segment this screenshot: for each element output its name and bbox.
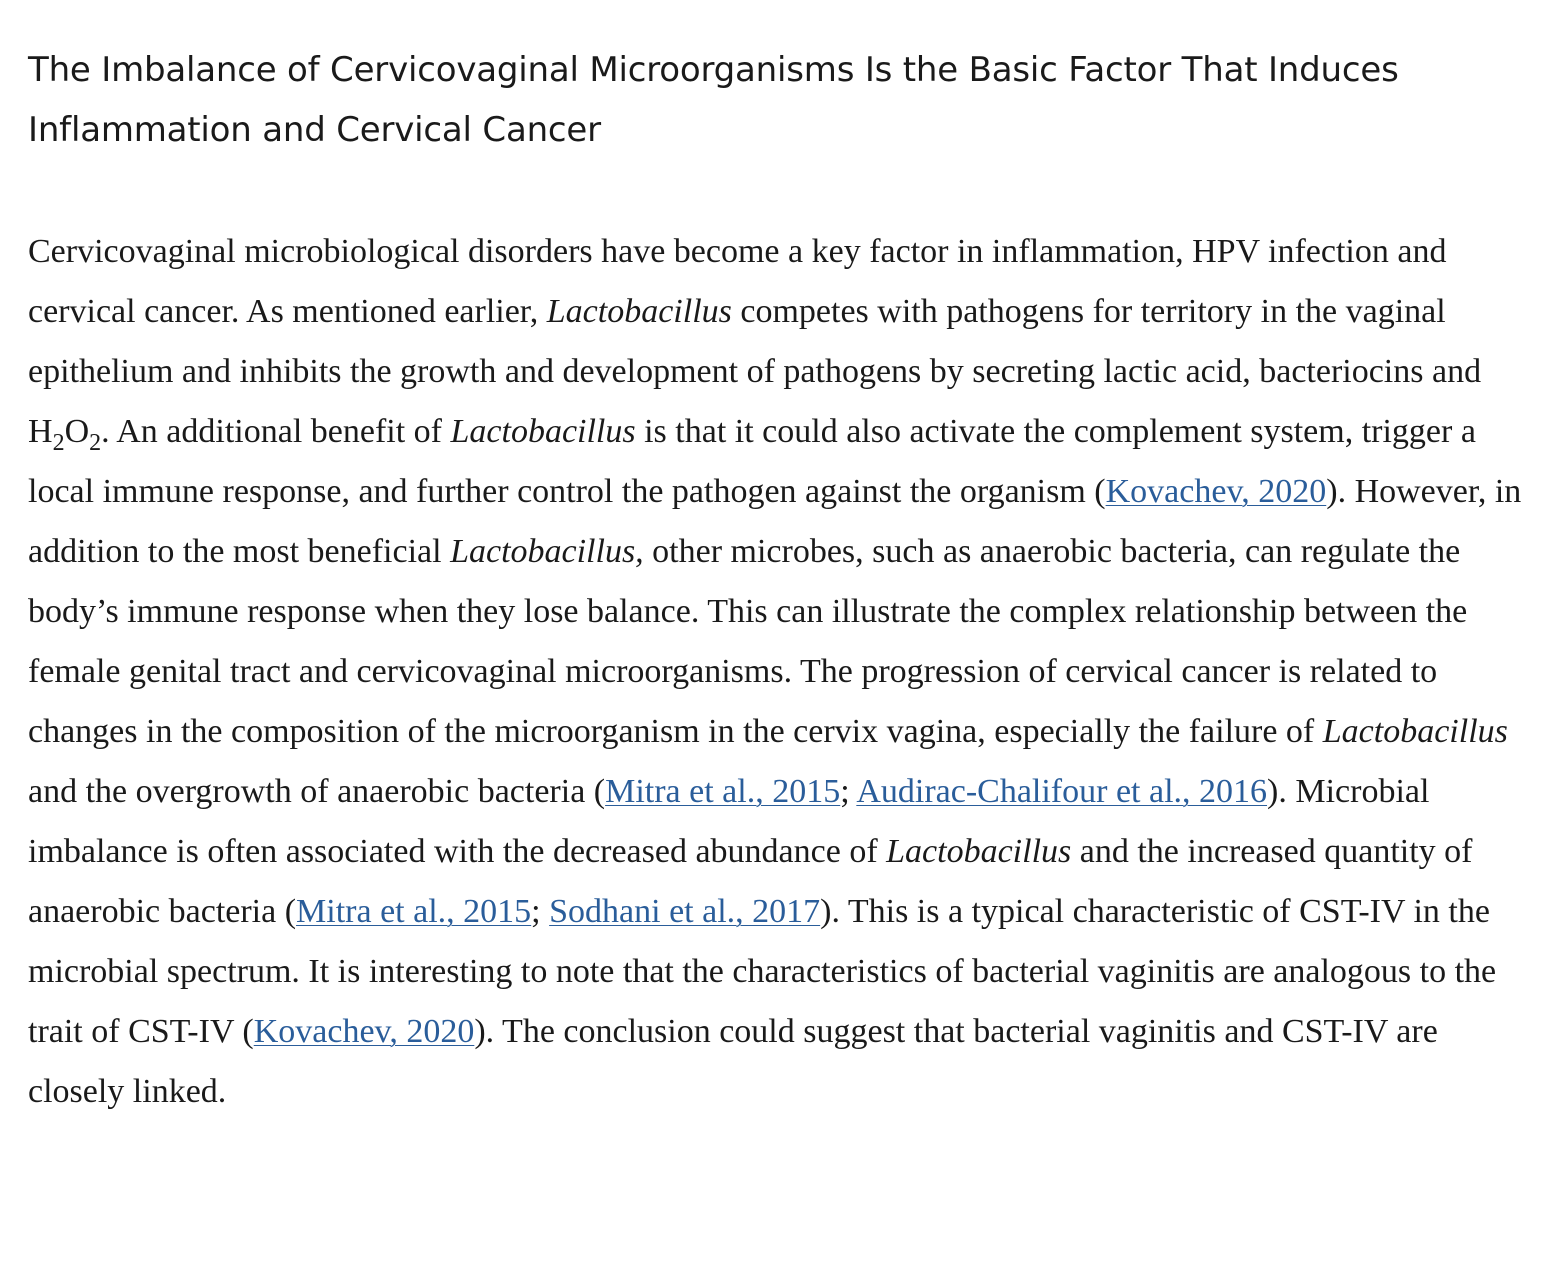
citation-link-audirac-chalifour-2016[interactable]: Audirac-Chalifour et al., 2016	[856, 773, 1268, 810]
section-heading: The Imbalance of Cervicovaginal Microorganisms Is the Basic Factor That Induces Inflammation and Cervical Cancer	[28, 50, 1399, 150]
paragraph-text: competes with pathogens for territory in the vaginal epithelium and inhibits the growth and development of pathogens by secreting lactic acid, bacteriocins and H	[28, 293, 1482, 450]
paragraph-text: Cervicovaginal microbiological disorders have become a key factor in inflammation, HPV infection and cervical cancer. As mentioned earlier,	[28, 233, 1447, 330]
paragraph-text: is that it could also activate the complement system, trigger a local immune response, and further control the pathogen against the organism (	[28, 413, 1476, 510]
paragraph-text: . An additional benefit of	[101, 413, 451, 450]
paragraph-text: ). Microbial imbalance is often associated with the decreased abundance of	[28, 773, 1430, 870]
paragraph-text: O	[64, 413, 90, 450]
citation-separator: ;	[840, 773, 857, 810]
italic-term-lactobacillus: Lactobacillus	[450, 413, 636, 450]
paragraph-text: other microbes, such as anaerobic bacteria, can regulate the body’s immune response when they lose balance. This can illustrate the complex relationship between the female genital tract and cervicovaginal microorganisms. The progression of cervical cancer is related to changes in the composition of the microorganism in the cervix vagina, especially the failure of	[28, 533, 1468, 750]
citation-link-mitra-2015[interactable]: Mitra et al., 2015	[296, 893, 532, 930]
paragraph-text: ). This is a typical characteristic of CST-IV in the microbial spectrum. It is interesting to note that the characteristics of bacterial vaginitis are analogous to the trait of CST-IV (	[28, 893, 1497, 1050]
italic-term-lactobacillus: Lactobacillus	[1322, 713, 1508, 750]
paragraph-text: and the overgrowth of anaerobic bacteria (	[28, 773, 606, 810]
italic-term-lactobacillus: Lactobacillus	[546, 293, 732, 330]
citation-separator: ;	[531, 893, 550, 930]
italic-term-lactobacillus: Lactobacillus,	[450, 533, 644, 570]
paragraph-text: ). The conclusion could suggest that bacterial vaginitis and CST-IV are closely linked.	[28, 1013, 1438, 1110]
paragraph-text: and the increased quantity of anaerobic bacteria (	[28, 833, 1473, 930]
citation-link-sodhani-2017[interactable]: Sodhani et al., 2017	[549, 893, 821, 930]
section-paragraph	[28, 222, 1528, 1122]
italic-term-lactobacillus: Lactobacillus	[886, 833, 1072, 870]
subscript: 2	[89, 430, 102, 456]
subscript: 2	[52, 430, 65, 456]
citation-link-mitra-2015[interactable]: Mitra et al., 2015	[605, 773, 841, 810]
citation-link-kovachev-2020[interactable]: Kovachev, 2020	[253, 1013, 475, 1050]
citation-link-kovachev-2020[interactable]: Kovachev, 2020	[1105, 473, 1327, 510]
article-section	[28, 40, 1528, 1122]
paragraph-text: ). However, in addition to the most beneficial	[28, 473, 1522, 570]
